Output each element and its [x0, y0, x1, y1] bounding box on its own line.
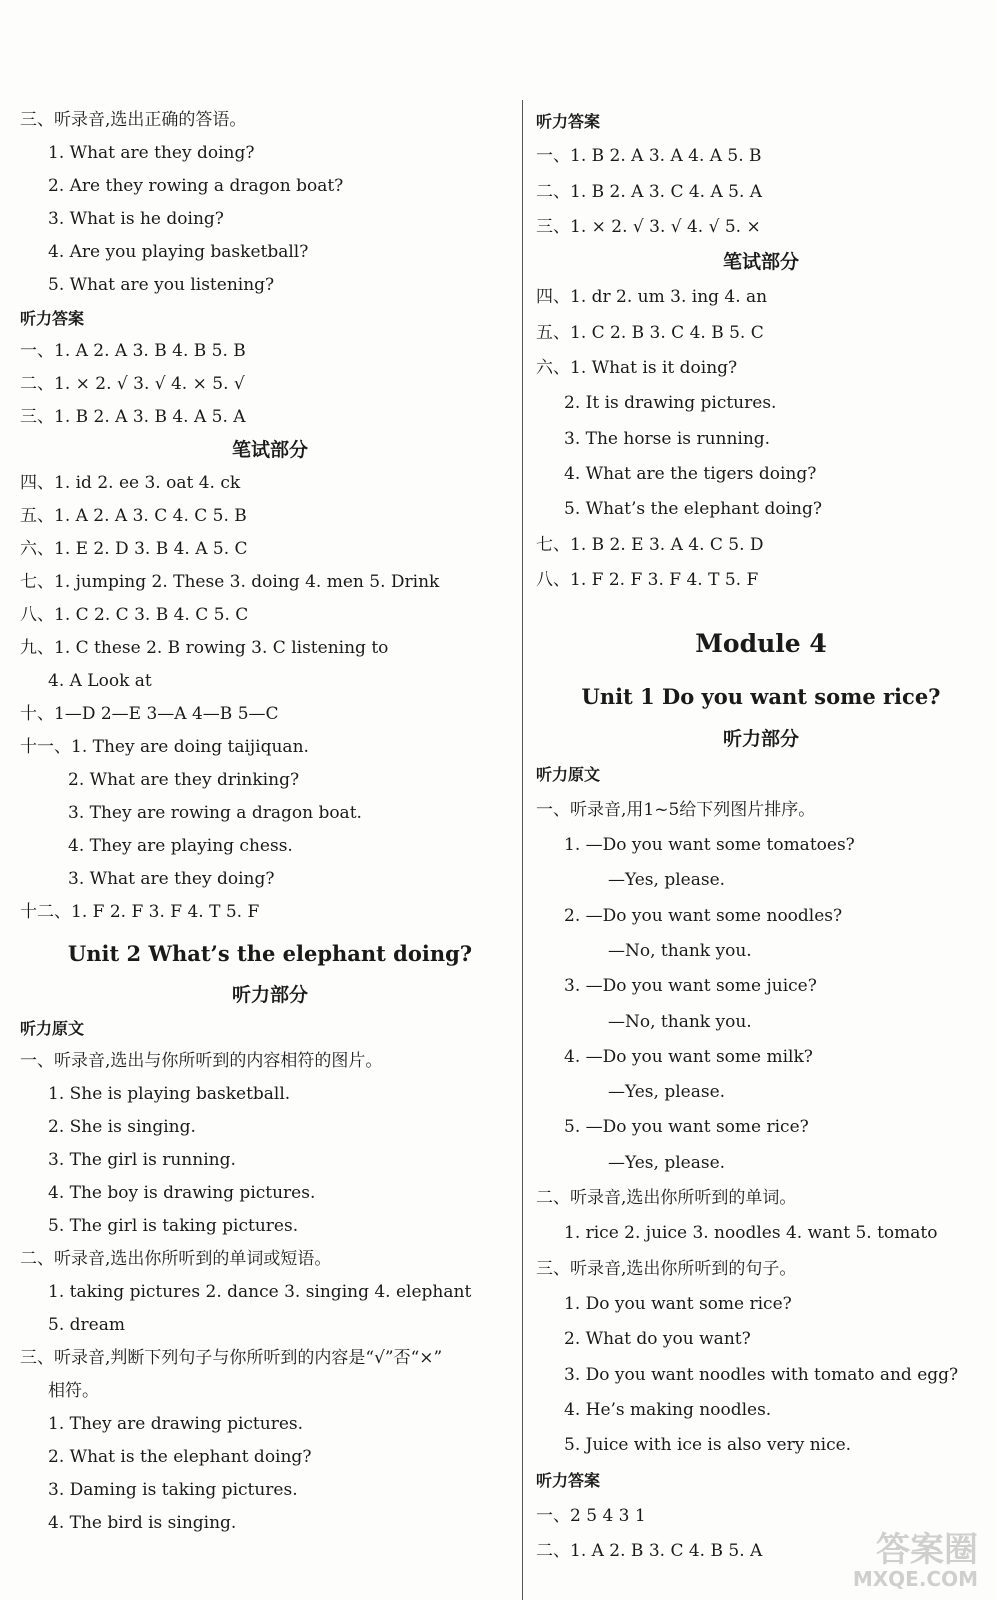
answer-line: 4. What are the tigers doing?: [564, 463, 817, 484]
answer-line: 四、1. dr 2. um 3. ing 4. an: [536, 287, 768, 308]
list-item: 4. The bird is singing.: [48, 1513, 237, 1533]
answer-line: 一、1. A 2. A 3. B 4. B 5. B: [20, 341, 246, 361]
list-item: 3. Daming is taking pictures.: [48, 1480, 298, 1500]
answer-line: 五、1. C 2. B 3. C 4. B 5. C: [536, 322, 764, 343]
module-title: Module 4: [695, 629, 827, 659]
answer-line: 二、1. A 2. B 3. C 4. B 5. A: [536, 1540, 763, 1561]
answers-label: 听力答案: [20, 309, 85, 328]
listening-section-title: 听力部分: [722, 728, 799, 751]
list-item: 3. Do you want noodles with tomato and egg?: [564, 1364, 959, 1385]
dialogue-answer: —Yes, please.: [608, 1082, 726, 1103]
answer-line: 4. A Look at: [48, 671, 152, 691]
answer-line: 六、1. E 2. D 3. B 4. A 5. C: [20, 539, 248, 559]
list-item: 5. dream: [48, 1315, 125, 1335]
answer-line: 二、1. × 2. √ 3. √ 4. × 5. √: [20, 374, 245, 394]
section-header: 三、听录音,判断下列句子与你所听到的内容是“√”否“×”: [20, 1348, 443, 1368]
dialogue-question: 5. —Do you want some rice?: [564, 1117, 809, 1138]
answer-line: 4. They are playing chess.: [68, 836, 293, 856]
list-item: 4. Are you playing basketball?: [48, 242, 309, 262]
dialogue-answer: —Yes, please.: [608, 1152, 726, 1173]
list-item: 1. rice 2. juice 3. noodles 4. want 5. tomato: [564, 1223, 938, 1244]
dialogue-question: 1. —Do you want some tomatoes?: [564, 835, 855, 856]
unit-title: Unit 2 What’s the elephant doing?: [67, 941, 473, 966]
answer-line: 八、1. F 2. F 3. F 4. T 5. F: [536, 569, 759, 590]
right-column: [536, 104, 986, 1569]
written-section-title: 笔试部分: [231, 439, 308, 461]
answer-line: 七、1. jumping 2. These 3. doing 4. men 5. Drink: [20, 572, 440, 592]
section-header: 三、听录音,选出正确的答语。: [20, 110, 247, 130]
original-label: 听力原文: [20, 1019, 85, 1038]
listening-section-title: 听力部分: [231, 984, 308, 1006]
original-label: 听力原文: [536, 765, 601, 785]
list-item: 1. They are drawing pictures.: [48, 1414, 304, 1434]
answer-line: 八、1. C 2. C 3. B 4. C 5. C: [20, 605, 249, 625]
list-item: 1. Do you want some rice?: [564, 1293, 792, 1314]
site-watermark: [853, 1532, 978, 1590]
dialogue-question: 3. —Do you want some juice?: [564, 976, 817, 997]
answer-line: 五、1. A 2. A 3. C 4. C 5. B: [20, 506, 247, 526]
section-header: 三、听录音,选出你所听到的句子。: [536, 1258, 797, 1279]
answer-line: 三、1. × 2. √ 3. √ 4. √ 5. ×: [536, 216, 761, 237]
section-header: 二、听录音,选出你所听到的单词或短语。: [20, 1249, 332, 1269]
answer-line: 三、1. B 2. A 3. B 4. A 5. A: [20, 407, 246, 427]
answer-line: 七、1. B 2. E 3. A 4. C 5. D: [536, 534, 764, 555]
spacer: [536, 598, 986, 616]
dialogue-answer: —No, thank you.: [608, 940, 752, 961]
answer-line: 3. The horse is running.: [564, 428, 771, 449]
list-item: 1. taking pictures 2. dance 3. singing 4. elephant: [48, 1282, 472, 1302]
left-column: [20, 104, 520, 1540]
written-section-title: 笔试部分: [722, 251, 799, 274]
dialogue-answer: —No, thank you.: [608, 1011, 752, 1032]
answer-line: 2. It is drawing pictures.: [564, 393, 777, 414]
watermark-url: MXQE.COM: [852, 1567, 978, 1591]
section-header: 二、听录音,选出你所听到的单词。: [536, 1188, 797, 1209]
list-item: 4. He’s making noodles.: [564, 1399, 772, 1420]
section-header-cont: 相符。: [48, 1381, 99, 1401]
watermark-logo-text: 答案圈: [876, 1530, 978, 1570]
answer-line: 一、2 5 4 3 1: [536, 1505, 646, 1526]
answer-line: 3. What are they doing?: [68, 869, 275, 889]
answer-line: 四、1. id 2. ee 3. oat 4. ck: [20, 473, 241, 493]
list-item: 5. The girl is taking pictures.: [48, 1216, 299, 1236]
answer-line: 3. They are rowing a dragon boat.: [68, 803, 362, 823]
list-item: 1. What are they doing?: [48, 143, 255, 163]
list-item: 2. What do you want?: [564, 1329, 751, 1350]
list-item: 2. She is singing.: [48, 1117, 196, 1137]
list-item: 2. What is the elephant doing?: [48, 1447, 312, 1467]
answer-line: 一、1. B 2. A 3. A 4. A 5. B: [536, 146, 762, 167]
list-item: 5. What are you listening?: [48, 275, 275, 295]
list-item: 5. Juice with ice is also very nice.: [564, 1435, 852, 1456]
answer-line: 六、1. What is it doing?: [536, 358, 738, 379]
list-item: 2. Are they rowing a dragon boat?: [48, 176, 344, 196]
answer-line: 十、1—D 2—E 3—A 4—B 5—C: [20, 704, 279, 724]
answer-line: 十一、1. They are doing taijiquan.: [20, 737, 309, 757]
unit-title: Unit 1 Do you want some rice?: [581, 684, 941, 710]
answer-line: 九、1. C these 2. B rowing 3. C listening to: [20, 638, 389, 658]
dialogue-question: 2. —Do you want some noodles?: [564, 905, 843, 926]
column-divider: [522, 100, 523, 1600]
answer-line: 十二、1. F 2. F 3. F 4. T 5. F: [20, 902, 260, 922]
list-item: 3. What is he doing?: [48, 209, 224, 229]
dialogue-question: 4. —Do you want some milk?: [564, 1046, 813, 1067]
section-header: 一、听录音,用1~5给下列图片排序。: [536, 799, 816, 820]
list-item: 1. She is playing basketball.: [48, 1084, 291, 1104]
dialogue-answer: —Yes, please.: [608, 870, 726, 891]
section-header: 一、听录音,选出与你所听到的内容相符的图片。: [20, 1051, 383, 1071]
answers-label: 听力答案: [536, 112, 601, 131]
list-item: 3. The girl is running.: [48, 1150, 236, 1170]
answer-line: 2. What are they drinking?: [68, 770, 300, 790]
answer-line: 5. What’s the elephant doing?: [564, 499, 822, 520]
answers-label: 听力答案: [536, 1471, 601, 1491]
answer-line: 二、1. B 2. A 3. C 4. A 5. A: [536, 181, 763, 202]
list-item: 4. The boy is drawing pictures.: [48, 1183, 316, 1203]
